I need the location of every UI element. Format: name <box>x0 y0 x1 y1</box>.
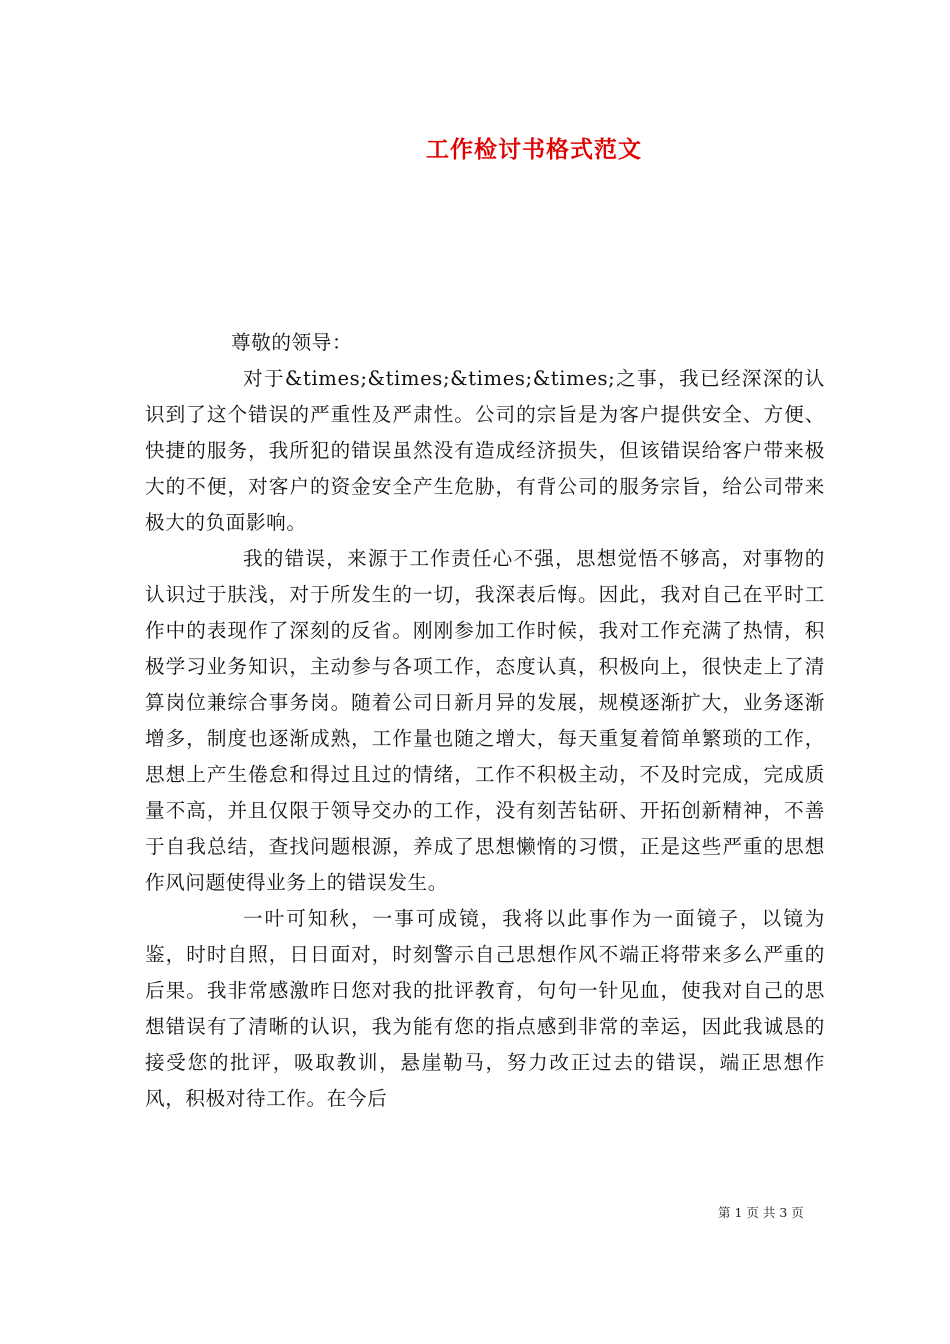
paragraph-3: 一叶可知秋，一事可成镜，我将以此事作为一面镜子，以镜为鉴，时时自照，日日面对，时刻警示自己思想作风不端正将带来多么严重的后果。我非常感激昨日您对我的批评教育，句句一针见血，使我对自己的思想错误有了清晰的认识，我为能有您的指点感到非常的幸运，因此我诚恳的接受您的批评，吸取教训，悬崖勒马，努力改正过去的错误，端正思想作风，积极对待工作。在今后 <box>145 907 825 1110</box>
paragraph-1: 对于&times;&times;&times;&times;之事，我已经深深的认识到了这个错误的严重性及严肃性。公司的宗旨是为客户提供安全、方便、快捷的服务，我所犯的错误虽然没有造成经济损失，但该错误给客户带来极大的不便，对客户的资金安全产生危胁，有背公司的服务宗旨，给公司带来极大的负面影响。 <box>145 367 825 534</box>
page-number-footer: 第 1 页 共 3 页 <box>718 1205 804 1220</box>
salutation: 尊敬的领导： <box>231 331 353 354</box>
paragraph-2: 我的错误，来源于工作责任心不强，思想觉悟不够高，对事物的认识过于肤浅，对于所发生的一切，我深表后悔。因此，我对自己在平时工作中的表现作了深刻的反省。刚刚参加工作时候，我对工作充满了热情，积极学习业务知识，主动参与各项工作，态度认真，积极向上，很快走上了清算岗位兼综合事务岗。随着公司日新月异的发展，规模逐渐扩大，业务逐渐增多，制度也逐渐成熟，工作量也随之增大，每天重复着简单繁琐的工作，思想上产生倦怠和得过且过的情绪，工作不积极主动，不及时完成，完成质量不高，并且仅限于领导交办的工作，没有刻苦钻研、开拓创新精神，不善于自我总结，查找问题根源，养成了思想懒惰的习惯，正是这些严重的思想作风问题使得业务上的错误发生。 <box>145 547 825 894</box>
document-body <box>145 325 825 1117</box>
document-title: 工作检讨书格式范文 <box>426 136 642 163</box>
